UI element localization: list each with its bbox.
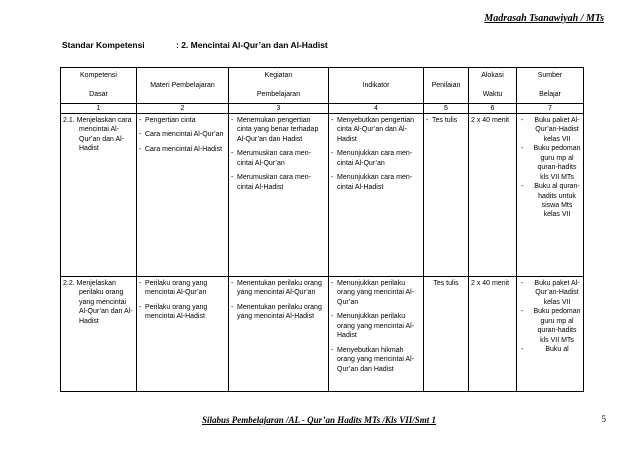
col-header-penilaian: Penilaian bbox=[424, 68, 469, 104]
alokasi-cell: 2 x 40 menit bbox=[469, 114, 517, 277]
col-header-sumber: Sumber Belajar bbox=[517, 68, 584, 104]
list-item: - Menentukan perilaku orang yang mencintai Al-Hadist bbox=[231, 303, 326, 322]
kd-cell: 2.2. Menjelaskan perilaku orang yang mencintai Al-Qur’an dan Al-Hadist bbox=[61, 277, 137, 392]
list-item: - Perilaku orang yang mencintai Al-Hadist bbox=[139, 303, 226, 322]
list-item: - Buku al bbox=[519, 345, 581, 354]
syllabus-table bbox=[60, 67, 584, 392]
page-footer: Silabus Pembelajaran /AL - Qur’an Hadits MTs /Kls VII/Smt 1 bbox=[202, 415, 436, 425]
list-item: - Perilaku orang yang mencintai Al-Qur’an bbox=[139, 279, 226, 298]
table-header-row bbox=[61, 68, 584, 104]
col-number: 3 bbox=[229, 104, 329, 114]
col-header-materi: Materi Pembelajaran bbox=[137, 68, 229, 104]
list-item: - Menemukan pengertian cinta yang benar terhadap Al-Qur’an dan Hadist bbox=[231, 116, 326, 144]
list-item: - Buku pedoman guru mp al quran-hadits kls VII MTs bbox=[519, 307, 581, 345]
materi-cell bbox=[137, 114, 229, 277]
indikator-cell bbox=[329, 114, 424, 277]
list-item: - Menyebutkan hikmah orang yang mencintai Al-Qur’an dan Hadist bbox=[331, 346, 421, 374]
col-header-kompetensi: Kompetensi Dasar bbox=[61, 68, 137, 104]
list-item: - Menunjukkan perilaku orang yang mencintai Al-Qur’an bbox=[331, 279, 421, 307]
list-item: - Menunjukkan perilaku orang yang mencintai Al-Hadist bbox=[331, 312, 421, 340]
list-item: - Menunjukkan cara men-cintai Al-Qur’an bbox=[331, 149, 421, 168]
list-item: - Merumuskan cara men-cintai Al-Qur’an bbox=[231, 149, 326, 168]
col-number: 2 bbox=[137, 104, 229, 114]
list-item: - Buku pedoman guru mp al quran-hadits kls VII MTs bbox=[519, 144, 581, 182]
list-item: - Menyebutkan pengertian cinta Al-Qur’an dan Al-Hadist bbox=[331, 116, 421, 144]
standard-value: : 2. Mencintai Al-Qur’an dan Al-Hadist bbox=[176, 40, 328, 50]
col-number: 1 bbox=[61, 104, 137, 114]
page-number: 5 bbox=[601, 414, 606, 424]
col-header-kegiatan: Kegiatan Pembelajaran bbox=[229, 68, 329, 104]
penilaian-cell: Tes tulis bbox=[424, 277, 469, 392]
kegiatan-cell bbox=[229, 277, 329, 392]
indikator-cell bbox=[329, 277, 424, 392]
list-item: - Merumuskan cara men-cintai Al-Hadist bbox=[231, 173, 326, 192]
list-item: - Buku paket Al-Qur’an-Hadist kelas VII bbox=[519, 116, 581, 144]
col-number: 7 bbox=[517, 104, 584, 114]
school-level-header: Madrasah Tsanawiyah / MTs bbox=[484, 13, 604, 24]
list-item: - Cara mencintai Al-Qur’an bbox=[139, 130, 226, 139]
col-number: 6 bbox=[469, 104, 517, 114]
materi-cell bbox=[137, 277, 229, 392]
sumber-cell bbox=[517, 277, 584, 392]
table-row bbox=[61, 114, 584, 277]
list-item: - Pengertian cinta bbox=[139, 116, 226, 125]
col-header-alokasi: Alokasi Waktu bbox=[469, 68, 517, 104]
kd-cell: 2.1. Menjelaskan cara mencintai Al-Qur’an dan Al-Hadist bbox=[61, 114, 137, 277]
standard-label: Standar Kompetensi bbox=[62, 40, 145, 50]
sumber-cell bbox=[517, 114, 584, 277]
list-item: - Cara mencintai Al-Hadist bbox=[139, 145, 226, 154]
penilaian-cell: - Tes tulis bbox=[424, 114, 469, 277]
col-number: 5 bbox=[424, 104, 469, 114]
kegiatan-cell bbox=[229, 114, 329, 277]
table-row bbox=[61, 277, 584, 392]
list-item: - Buku al quran-hadits untuk siswa Mts kelas VII bbox=[519, 182, 581, 220]
list-item: - Menentukan perilaku orang yang mencintai Al-Qur’an bbox=[231, 279, 326, 298]
list-item: - Buku paket Al-Qur’an-Hadist kelas VII bbox=[519, 279, 581, 307]
col-number: 4 bbox=[329, 104, 424, 114]
column-number-row bbox=[61, 104, 584, 114]
col-header-indikator: Indikator bbox=[329, 68, 424, 104]
list-item: - Menunjukkan cara men-cintai Al-Hadist bbox=[331, 173, 421, 192]
alokasi-cell: 2 x 40 menit bbox=[469, 277, 517, 392]
standard-competency bbox=[62, 40, 328, 50]
